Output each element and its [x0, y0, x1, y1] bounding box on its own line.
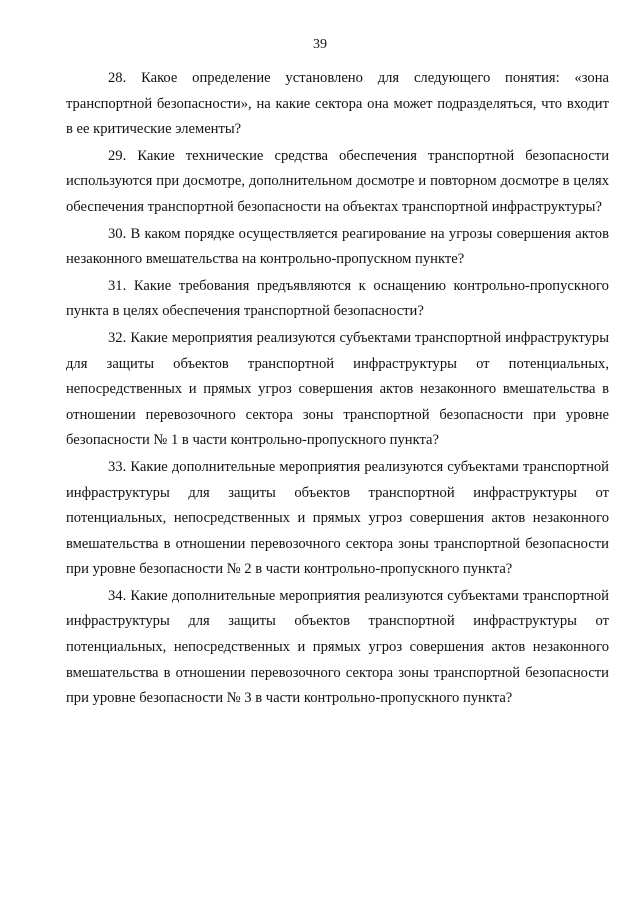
question-item [66, 274, 609, 325]
question-item [66, 66, 609, 143]
question-text: В каком порядке осуществляется реагирование на угрозы совершения актов незаконного вмешательства на контрольно-пропускном пункте? [66, 225, 609, 268]
question-list [66, 66, 609, 713]
question-item [66, 455, 609, 583]
question-text: Какие дополнительные мероприятия реализуются субъектами транспортной инфраструктуры для защиты объектов транспортной инфраструктуры от потенциальных, непосредственных и прямых угроз совершения актов незаконного вмешательства в отношении перевозочного сектора зоны транспортной безопасности при уровне безопасности № 2 в части контрольно-пропускного пункта? [66, 458, 609, 578]
question-number: 31. [108, 277, 127, 294]
question-item [66, 326, 609, 454]
question-number: 34. [108, 587, 127, 604]
question-number: 29. [108, 147, 127, 164]
question-item [66, 144, 609, 221]
question-item [66, 222, 609, 273]
question-number: 33. [108, 458, 127, 475]
page-number: 39 [313, 37, 327, 52]
question-item [66, 584, 609, 712]
question-text: Какие требования предъявляются к оснащению контрольно-пропускного пункта в целях обеспечения транспортной безопасности? [66, 277, 609, 320]
question-number: 30. [108, 225, 127, 242]
question-text: Какие дополнительные мероприятия реализуются субъектами транспортной инфраструктуры для защиты объектов транспортной инфраструктуры от потенциальных, непосредственных и прямых угроз совершения актов незаконного вмешательства в отношении перевозочного сектора зоны транспортной безопасности при уровне безопасности № 3 в части контрольно-пропускного пункта? [66, 587, 609, 707]
question-text: Какие мероприятия реализуются субъектами транспортной инфраструктуры для защиты объектов транспортной инфраструктуры от потенциальных, непосредственных и прямых угроз совершения актов незаконного вмешательства в отношении перевозочного сектора зоны транспортной безопасности при уровне безопасности № 1 в части контрольно-пропускного пункта? [66, 329, 609, 449]
question-number: 28. [108, 70, 127, 86]
question-text: Какие технические средства обеспечения транспортной безопасности используются при досмотре, дополнительном досмотре и повторном досмотре в целях обеспечения транспортной безопасности на объектах транспортной инфраструктуры? [66, 147, 610, 215]
question-number: 32. [108, 329, 127, 346]
question-text: Какое определение установлено для следующего понятия: «зона транспортной безопасности», на какие сектора она может подразделяться, что входит в ее критические элементы? [66, 70, 609, 138]
